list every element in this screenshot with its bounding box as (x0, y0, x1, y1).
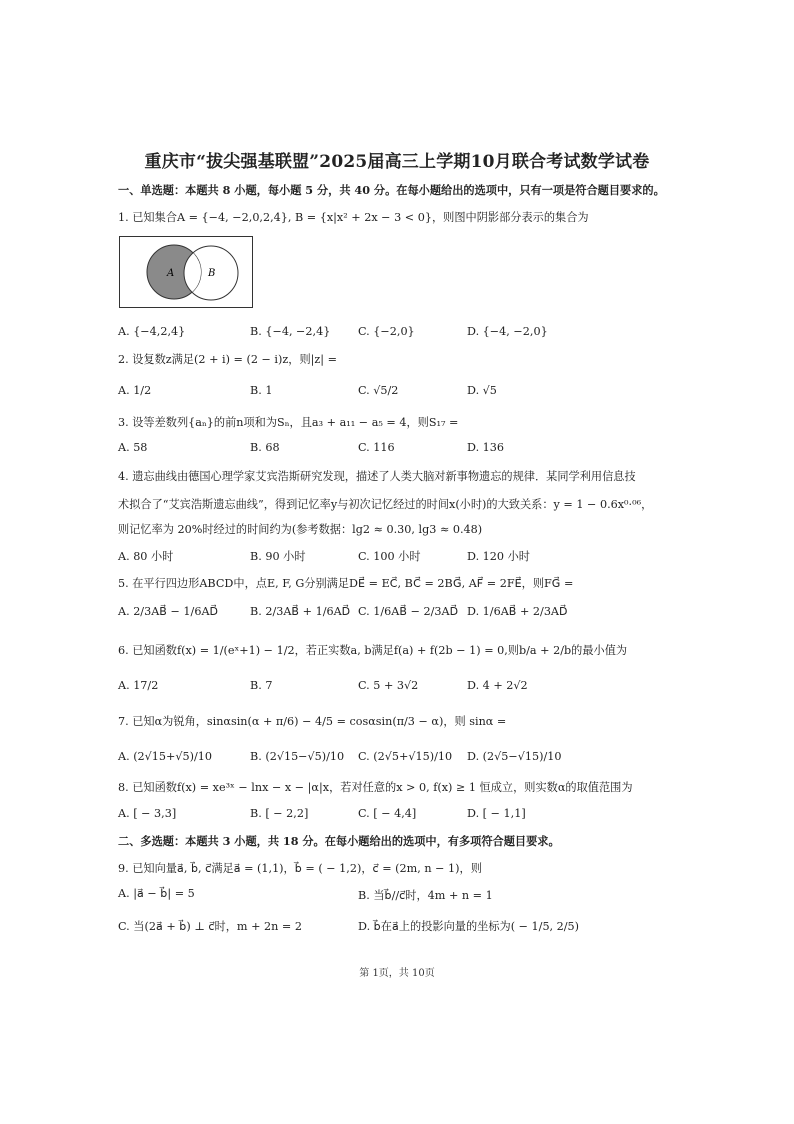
section-single-choice: 一、单选题：本题共 8 小题，每小题 5 分，共 40 分。在每小题给出的选项中，只有一项是符合题目要求的。 (118, 183, 665, 197)
q6-option-d: D. 4 + 2√2 (467, 679, 528, 692)
q6-option-b: B. 7 (250, 679, 273, 692)
q3-option-d: D. 136 (467, 441, 505, 454)
q1-option-d: D. {−4, −2,0} (467, 325, 548, 338)
q1-option-b: B. {−4, −2,4} (250, 325, 331, 338)
question-4-line-1: 4. 遗忘曲线由德国心理学家艾宾浩斯研究发现，描述了人类大脑对新事物遗忘的规律．某同学利用信息技 (118, 470, 636, 483)
page-title: 重庆市“拔尖强基联盟”2025届高三上学期10月联合考试数学试卷 (144, 152, 650, 172)
q8-option-a: A. [ − 3,3] (118, 807, 177, 820)
venn-label-b: B (208, 268, 216, 279)
question-5: 5. 在平行四边形ABCD中，点E, F, G分别满足DE⃗ = EC⃗, BC⃗ = 2BG⃗, AF⃗ = 2FE⃗，则FG⃗ = (118, 577, 574, 590)
q8-option-b: B. [ − 2,2] (250, 807, 309, 820)
q5-option-b: B. 2/3AB⃗ + 1/6AD⃗ (250, 605, 351, 618)
q2-option-d: D. √5 (467, 384, 497, 397)
venn-diagram (119, 236, 253, 308)
venn-diagram-svg (120, 237, 254, 309)
page-footer: 第 1页，共 10页 (359, 968, 435, 979)
q4-option-b: B. 90 小时 (250, 550, 306, 563)
q5-option-a: A. 2/3AB⃗ − 1/6AD⃗ (118, 605, 219, 618)
question-8: 8. 已知函数f(x) = xe³ˣ − lnx − x − |α|x，若对任意的x > 0, f(x) ≥ 1 恒成立，则实数α的取值范围为 (118, 781, 633, 794)
question-6: 6. 已知函数f(x) = 1/(eˣ+1) − 1/2，若正实数a, b满足f(a) + f(2b − 1) = 0,则b/a + 2/b的最小值为 (118, 644, 628, 657)
question-9: 9. 已知向量a⃗, b⃗, c⃗满足a⃗ = (1,1)，b⃗ = ( − 1,2)，c⃗ = (2m, n − 1)，则 (118, 862, 482, 875)
q7-option-d: D. (2√5−√15)/10 (467, 750, 562, 763)
q6-option-a: A. 17/2 (118, 679, 159, 692)
section-multiple-choice: 二、多选题：本题共 3 小题，共 18 分。在每小题给出的选项中，有多项符合题目要求。 (118, 834, 560, 848)
q7-option-a: A. (2√15+√5)/10 (118, 750, 213, 763)
q5-option-c: C. 1/6AB⃗ − 2/3AD⃗ (358, 605, 459, 618)
question-4-line-2: 术拟合了“艾宾浩斯遗忘曲线”，得到记忆率y与初次记忆经过的时间x(小时)的大致关系：y = 1 − 0.6x⁰·⁰⁶， (118, 498, 653, 511)
q2-option-b: B. 1 (250, 384, 273, 397)
q8-option-c: C. [ − 4,4] (358, 807, 417, 820)
q9-option-c: C. 当(2a⃗ + b⃗) ⊥ c⃗时，m + 2n = 2 (118, 920, 302, 933)
q5-option-d: D. 1/6AB⃗ + 2/3AD⃗ (467, 605, 568, 618)
question-1: 1. 已知集合A = {−4, −2,0,2,4}, B = {x|x² + 2x − 3 < 0}，则图中阴影部分表示的集合为 (118, 211, 589, 224)
q2-option-c: C. √5/2 (358, 384, 399, 397)
question-7: 7. 已知α为锐角，sinαsin(α + π/6) − 4/5 = cosαsin(π/3 − α)，则 sinα = (118, 715, 507, 728)
venn-label-a: A (167, 268, 175, 279)
q7-option-c: C. (2√5+√15)/10 (358, 750, 453, 763)
q4-option-a: A. 80 小时 (118, 550, 174, 563)
q2-option-a: A. 1/2 (118, 384, 152, 397)
q3-option-b: B. 68 (250, 441, 280, 454)
q4-option-c: C. 100 小时 (358, 550, 421, 563)
q3-option-c: C. 116 (358, 441, 395, 454)
q1-option-c: C. {−2,0} (358, 325, 415, 338)
q6-option-c: C. 5 + 3√2 (358, 679, 419, 692)
q9-option-d: D. b⃗在a⃗上的投影向量的坐标为( − 1/5, 2/5) (358, 920, 580, 933)
q8-option-d: D. [ − 1,1] (467, 807, 526, 820)
q4-option-d: D. 120 小时 (467, 550, 530, 563)
question-2: 2. 设复数z满足(2 + i) = (2 − i)z，则|z| = (118, 353, 338, 366)
q9-option-a: A. |a⃗ − b⃗| = 5 (118, 887, 195, 900)
q7-option-b: B. (2√15−√5)/10 (250, 750, 345, 763)
q3-option-a: A. 58 (118, 441, 148, 454)
q9-option-b: B. 当b⃗//c⃗时，4m + n = 1 (358, 889, 493, 902)
q1-option-a: A. {−4,2,4} (118, 325, 186, 338)
question-4-line-3: 则记忆率为 20%时经过的时间约为(参考数据：lg2 ≈ 0.30, lg3 ≈ 0.48) (118, 523, 483, 536)
question-3: 3. 设等差数列{aₙ}的前n项和为Sₙ，且a₃ + a₁₁ − a₅ = 4，则S₁₇ = (118, 416, 459, 429)
